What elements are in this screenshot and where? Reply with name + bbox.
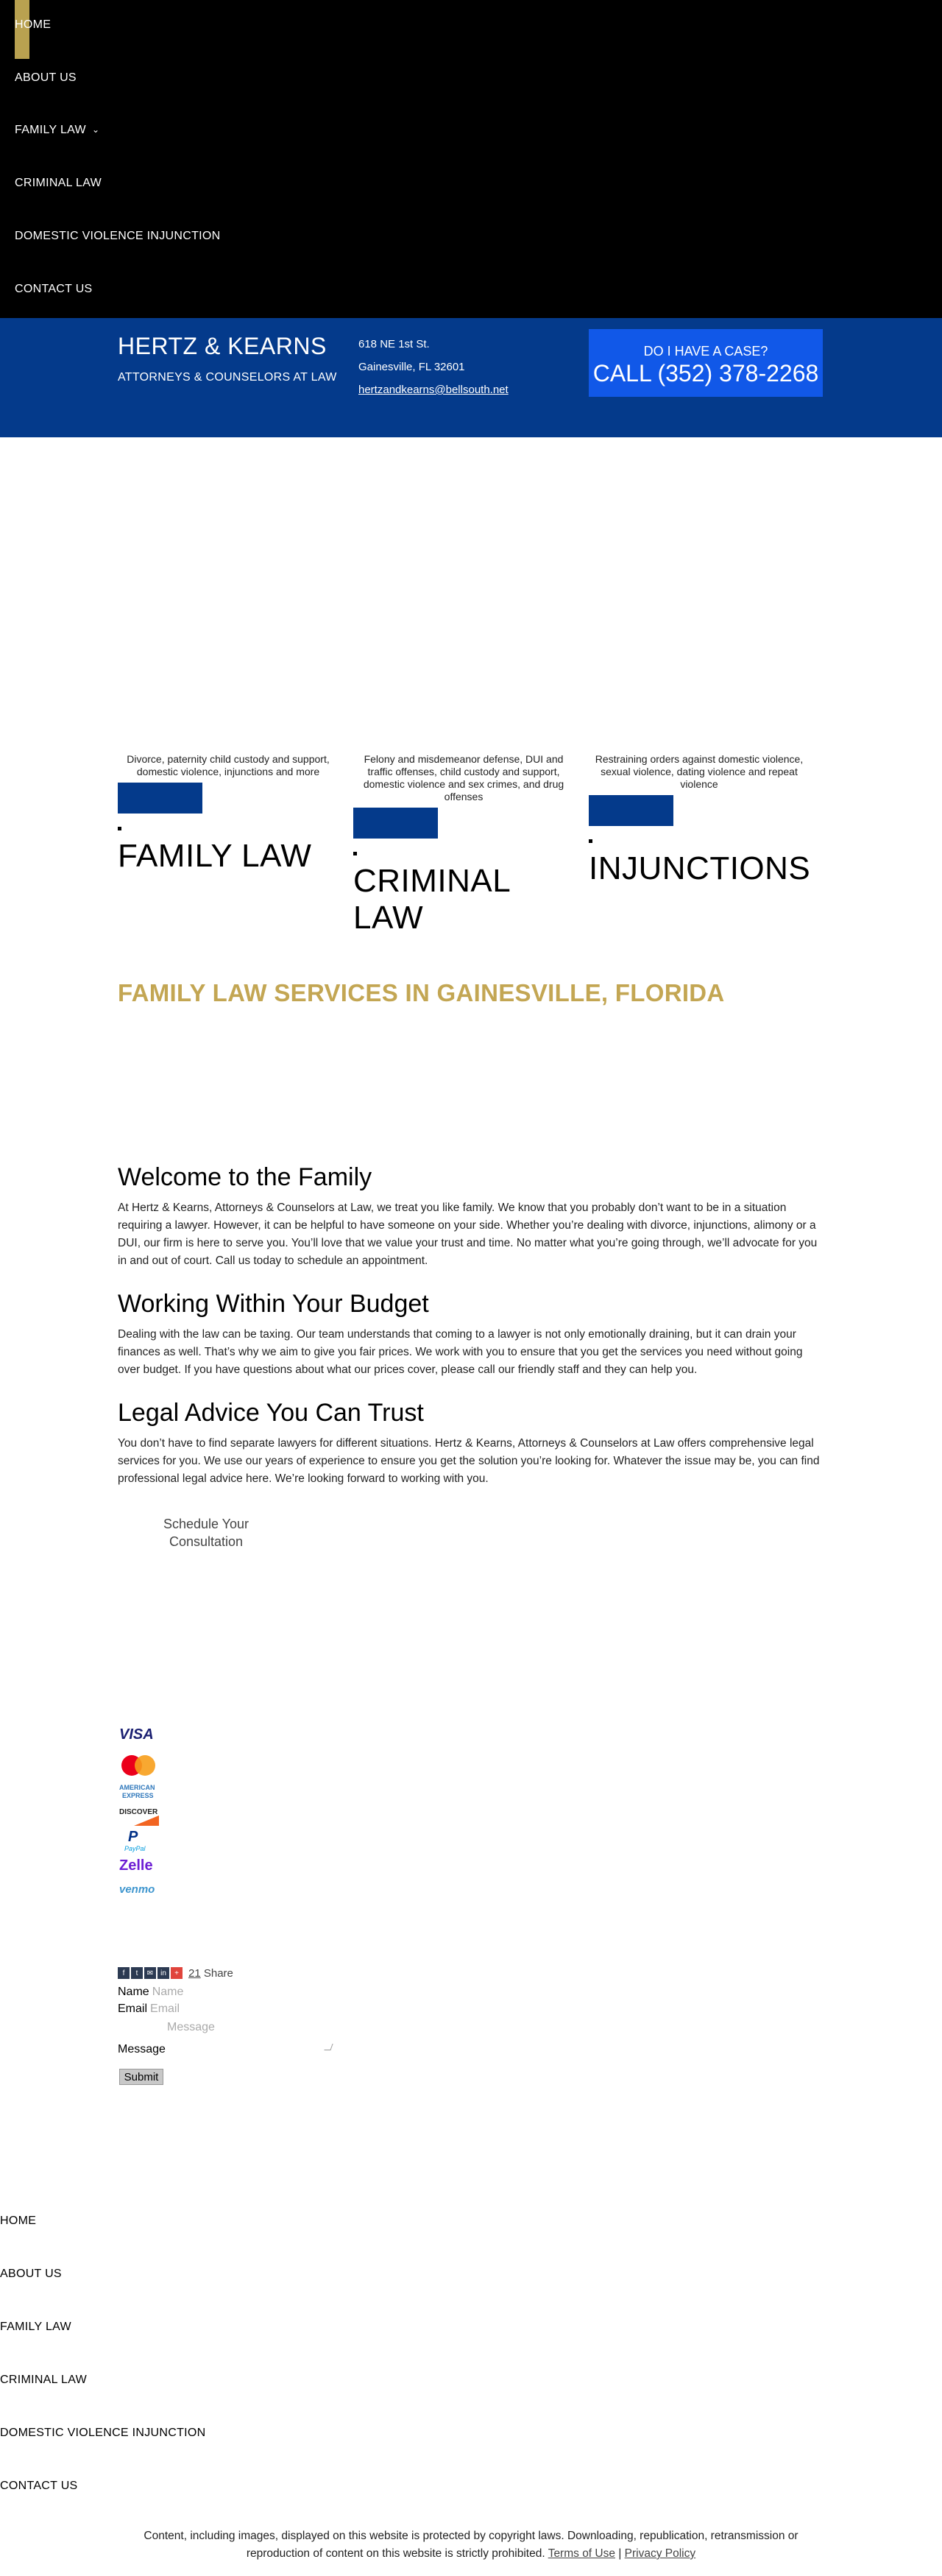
name-label: Name [118,1986,149,1998]
terms-of-use-link[interactable]: Terms of Use [548,2547,615,2560]
email-label: Email [118,2002,148,2015]
firm-tagline: ATTORNEYS & COUNSELORS AT LAW [118,371,337,384]
name-row [118,1986,263,1999]
nav-item-family-law[interactable] [15,124,99,137]
svg-text:Zelle: Zelle [119,1857,153,1874]
nav-item-label: DOMESTIC VIOLENCE INJUNCTION [15,230,221,242]
footer-separator: | [618,2547,622,2560]
nav-item-label: CRIMINAL LAW [15,177,102,189]
service-learn-more-button[interactable] [589,795,673,826]
content-section-legal-advice [118,1399,824,1488]
svg-text:DISCOVER: DISCOVER [119,1808,158,1816]
share-bar [118,1966,233,1980]
service-title: CRIMINAL LAW [353,863,510,936]
nav-item-about-us[interactable] [15,71,77,85]
contact-address [358,333,509,401]
svg-text:PayPal: PayPal [124,1845,146,1852]
footer-nav-domestic-violence-injunction[interactable]: DOMESTIC VIOLENCE INJUNCTION [0,2427,206,2439]
message-label: Message [118,2043,166,2055]
address-line-city: Gainesville, FL 32601 [358,361,465,373]
service-card-injunctions [589,753,810,887]
message-field[interactable] [166,2019,334,2052]
service-card-criminal-law [353,753,574,936]
mastercard-icon [118,1752,159,1779]
email-share-icon[interactable]: ✉ [144,1967,156,1979]
svg-text:venmo: venmo [119,1883,155,1896]
copyright-notice [118,2527,824,2563]
firm-name: HERTZ & KEARNS [118,333,327,359]
venmo-icon [118,1882,162,1896]
paypal-icon [118,1828,159,1853]
list-bullet [118,827,121,830]
svg-text:EXPRESS: EXPRESS [122,1792,154,1799]
nav-item-label: HOME [15,18,52,31]
service-description: Divorce, paternity child custody and support, domestic violence, injunctions and more [127,753,330,777]
message-row [118,2043,166,2056]
section-body: At Hertz & Kearns, Attorneys & Counselors at Law, we treat you like family. We know that you probably don’t want to be in a situation requiring a lawyer. However, it can be helpful to have someone on your side. Whether you’re dealing with divorce, injunctions, alimony or a DUI, our firm is here to serve you. You’ll love that we value your trust and time. No matter what you’re going through, we’ll advocate for you in and out of court. Call us today to schedule an appointment. [118,1201,818,1267]
schedule-consultation-link[interactable]: Schedule Your Consultation [163,1517,249,1549]
content-section-budget [118,1290,824,1379]
address-line-street: 618 NE 1st St. [358,338,430,350]
section-body: Dealing with the law can be taxing. Our team understands that coming to a lawyer is not only emotionally draining, but it can drain your finances as well. That’s why we aim to give you fair prices. We work with you to ensure that you get the services you need without going over budget. If you have questions about what our prices cover, please call our friendly staff and they can help you. [118,1328,803,1376]
footer-nav-contact-us[interactable]: CONTACT US [0,2480,78,2492]
email-link[interactable]: hertzandkearns@bellsouth.net [358,384,509,396]
nav-item-label: CONTACT US [15,283,93,295]
svg-text:P: P [128,1829,138,1845]
nav-item-label: FAMILY LAW [15,124,86,136]
share-count: 21 [188,1966,201,1980]
svg-text:VISA: VISA [119,1726,154,1742]
name-field[interactable] [149,1986,263,1999]
service-title: FAMILY LAW [118,838,312,874]
nav-item-label: ABOUT US [15,71,77,84]
copyright-text: Content, including images, displayed on this website is protected by copyright laws. Downloading, republication, retransmission or reproduction of content on this website is strictly prohibited. [144,2530,798,2560]
section-heading: Working Within Your Budget [118,1290,429,1318]
list-bullet [589,839,592,843]
content-section-welcome [118,1163,824,1270]
svg-text:AMERICAN: AMERICAN [119,1784,155,1791]
share-label: Share [203,1966,233,1980]
service-learn-more-button[interactable] [353,808,438,839]
service-description: Felony and misdemeanor defense, DUI and traffic offenses, child custody and support, domestic violence and sex crimes, and drug offenses [363,753,564,802]
american-express-icon [118,1782,159,1802]
footer-nav-criminal-law[interactable]: CRIMINAL LAW [0,2374,87,2386]
page-title: FAMILY LAW SERVICES IN GAINESVILLE, FLORIDA [118,979,725,1006]
footer-nav-home[interactable]: HOME [0,2215,37,2227]
discover-icon [118,1805,159,1827]
footer-nav-about-us[interactable]: ABOUT US [0,2268,62,2280]
list-bullet [353,852,357,855]
service-title: INJUNCTIONS [589,850,811,886]
privacy-policy-link[interactable]: Privacy Policy [624,2547,696,2560]
service-card-family-law [118,753,339,875]
nav-item-contact-us[interactable] [15,283,93,296]
nav-item-criminal-law[interactable] [15,177,102,190]
twitter-share-icon[interactable]: t [131,1967,143,1979]
footer-nav-family-law[interactable]: FAMILY LAW [0,2321,71,2333]
site-header [0,318,942,437]
share-count-wrapper[interactable] [188,1967,233,1980]
nav-item-domestic-violence-injunction[interactable] [15,230,221,243]
email-row [118,2002,261,2016]
call-to-action-button[interactable] [589,329,823,397]
cta-question: DO I HAVE A CASE? [643,344,768,359]
facebook-share-icon[interactable]: f [118,1967,130,1979]
linkedin-share-icon[interactable]: in [157,1967,169,1979]
section-heading: Legal Advice You Can Trust [118,1399,424,1427]
chevron-down-icon[interactable]: ⌄ [91,124,100,135]
section-body: You don’t have to find separate lawyers for different situations. Hertz & Kearns, Attorneys & Counselors at Law offers comprehensive legal services for you. We use our years of experience to ensure you get the solution you’re looking for. Whatever the issue may be, you can find professional legal advice here. We’re looking forward to working with you. [118,1437,820,1485]
email-field[interactable] [147,2002,261,2016]
section-heading: Welcome to the Family [118,1163,372,1191]
service-learn-more-button[interactable] [118,783,202,814]
submit-button[interactable]: Submit [119,2069,163,2085]
visa-icon [118,1726,159,1742]
more-share-icon[interactable]: + [171,1967,183,1979]
zelle-icon [118,1855,162,1874]
main-navigation [0,0,942,318]
cta-phone: CALL (352) 378-2268 [592,360,819,387]
service-description: Restraining orders against domestic violence, sexual violence, dating violence and repeat violence [595,753,804,790]
nav-item-home[interactable] [15,18,51,32]
